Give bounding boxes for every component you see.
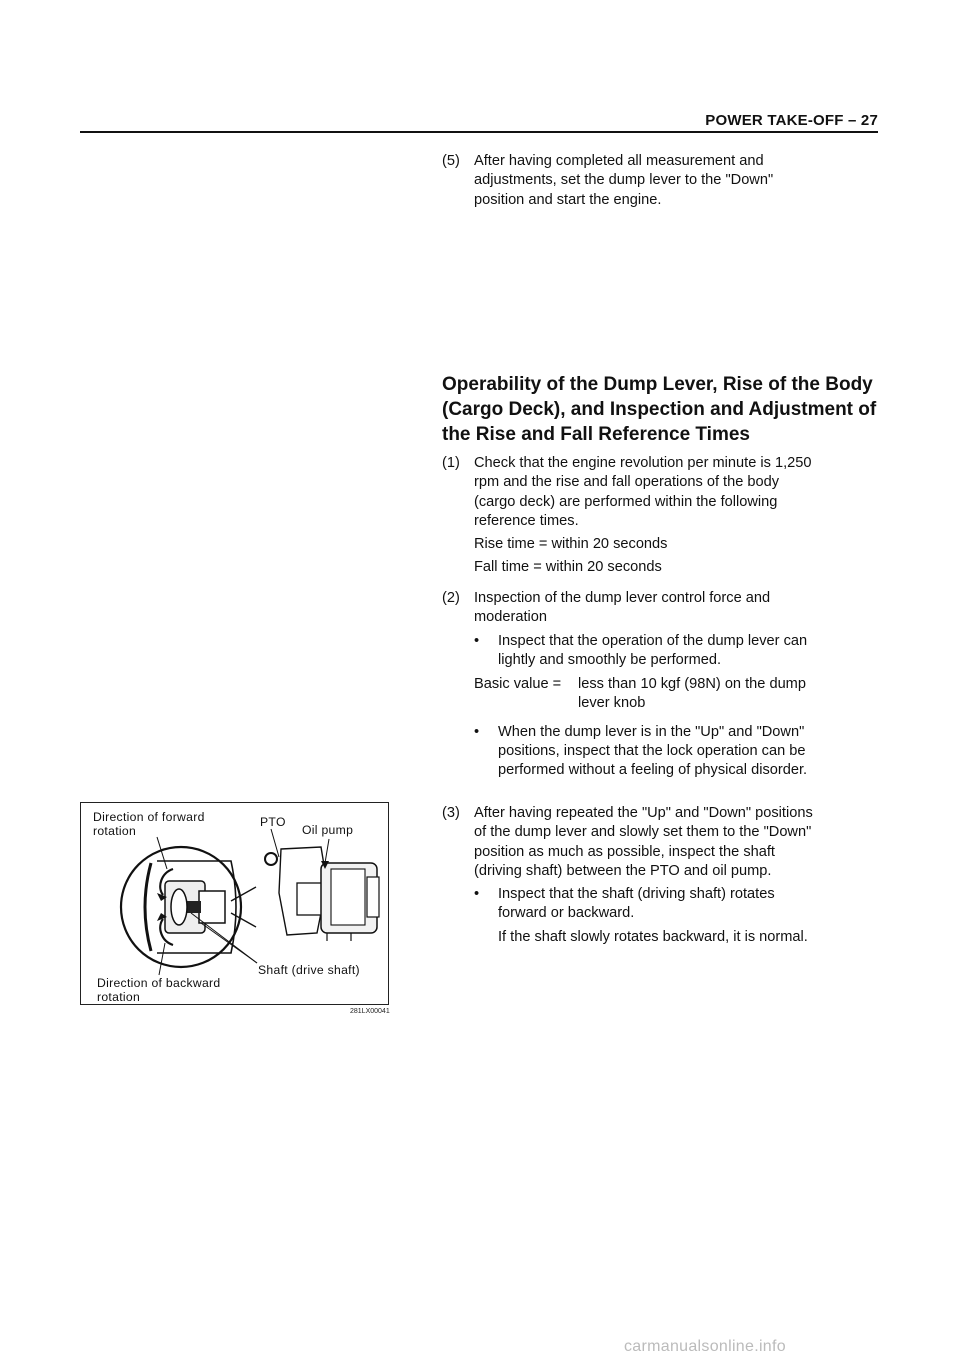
rise-time: Rise time = within 20 seconds <box>474 536 668 553</box>
step-line: (cargo deck) are performed within the following <box>474 493 778 510</box>
basic-value-text <box>578 675 848 714</box>
step-number: (2) <box>442 590 460 606</box>
step-1 <box>442 454 882 578</box>
heading-line: Operability of the Dump Lever, Rise of the Body <box>442 374 873 395</box>
step-number: (1) <box>442 455 460 471</box>
bullet-item <box>442 885 882 924</box>
step-line: Inspection of the dump lever control force and <box>474 590 771 606</box>
step-line: Check that the engine revolution per minute is 1,250 <box>474 455 812 471</box>
step-number: (5) <box>442 153 460 169</box>
section-heading <box>442 372 892 447</box>
step-line: After having repeated the "Up" and "Down" positions <box>474 805 813 821</box>
step-3 <box>442 804 882 947</box>
pto-label: PTO <box>260 815 286 829</box>
heading-line: the Rise and Fall Reference Times <box>442 424 750 445</box>
step-2 <box>442 589 882 781</box>
heading-line: (Cargo Deck), and Inspection and Adjustment of <box>442 399 877 420</box>
figure-code: 281LX00041 <box>350 1008 390 1015</box>
bullet-line: When the dump lever is in the "Up" and "Down" <box>498 723 805 740</box>
bullet-line: performed without a feeling of physical disorder. <box>498 762 808 779</box>
step-line: (driving shaft) between the PTO and oil pump. <box>474 862 772 879</box>
watermark: carmanualsonline.info <box>624 1338 786 1355</box>
oil-pump-label: Oil pump <box>302 823 354 837</box>
bullet-item <box>442 723 882 781</box>
backward-rotation-label: Direction of backward rotation <box>97 976 221 1004</box>
bullet-line: positions, inspect that the lock operation can be <box>498 743 806 760</box>
step-line: rpm and the rise and fall operations of the body <box>474 474 780 491</box>
shaft-label: Shaft (drive shaft) <box>258 963 360 977</box>
basic-value-label: Basic value = <box>474 676 562 693</box>
bullet-line: Inspect that the shaft (driving shaft) rotates <box>498 886 775 903</box>
bullet-line: forward or backward. <box>498 905 635 922</box>
step-line: adjustments, set the dump lever to the "Down" <box>474 172 774 189</box>
bullet-item <box>442 632 882 671</box>
fall-time: Fall time = within 20 seconds <box>474 559 662 576</box>
basic-value-line: lever knob <box>578 695 646 712</box>
step-5 <box>442 152 882 210</box>
pto-shaft-figure <box>80 802 389 1005</box>
page-title: POWER TAKE-OFF – 27 <box>705 112 878 129</box>
step-line: position and start the engine. <box>474 191 662 208</box>
step-line: moderation <box>474 609 548 626</box>
header-rule <box>80 131 878 133</box>
note: If the shaft slowly rotates backward, it is normal. <box>498 928 808 945</box>
bullet-line: Inspect that the operation of the dump lever can <box>498 632 808 649</box>
step-line: of the dump lever and slowly set them to the "Down" <box>474 824 812 841</box>
basic-value-line: less than 10 kgf (98N) on the dump <box>578 676 806 693</box>
bullet-marker: • <box>474 632 480 649</box>
step-line: position as much as possible, inspect the shaft <box>474 843 775 860</box>
step-number: (3) <box>442 805 460 821</box>
basic-value <box>442 675 882 714</box>
step-line: After having completed all measurement and <box>474 153 764 169</box>
forward-rotation-label: Direction of forward rotation <box>93 810 205 838</box>
bullet-line: lightly and smoothly be performed. <box>498 651 722 668</box>
bullet-marker: • <box>474 723 480 740</box>
step-line: reference times. <box>474 512 579 529</box>
bullet-marker: • <box>474 886 480 903</box>
